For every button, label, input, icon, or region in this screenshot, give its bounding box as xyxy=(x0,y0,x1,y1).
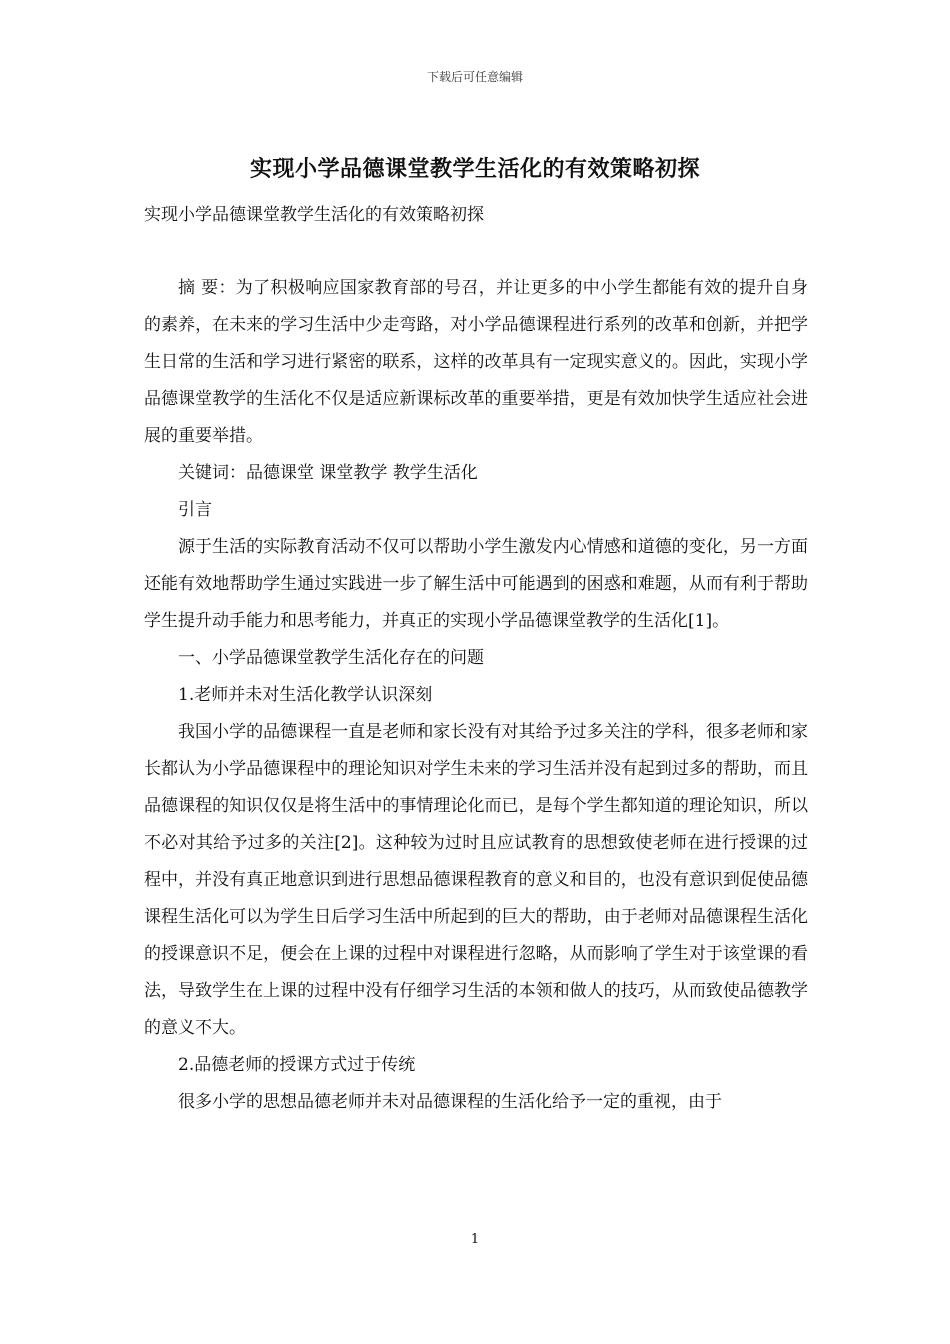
document-title: 实现小学品德课堂教学生活化的有效策略初探 xyxy=(249,156,700,182)
abstract-paragraph: 摘 要：为了积极响应国家教育部的号召，并让更多的中小学生都能有效的提升自身的素养，在未来的学习生活中少走弯路，对小学品德课程进行系列的改革和创新，并把学生日常的生活和学习进行紧密的联系，这样的改革具有一定现实意义的。因此，实现小学品德课堂教学的生活化不仅是适应新课标改革的重要举措，更是有效加快学生适应社会进展的重要举措。 xyxy=(144,278,808,446)
section-heading-problems: 一、小学品德课堂教学生活化存在的问题 xyxy=(178,648,484,668)
header-note: 下载后可任意编辑 xyxy=(426,70,523,84)
body-paragraph: 很多小学的思想品德老师并未对品德课程的生活化给予一定的重视，由于 xyxy=(178,1092,722,1112)
document-body xyxy=(144,270,808,1121)
section-heading-introduction: 引言 xyxy=(178,500,212,520)
introduction-paragraph: 源于生活的实际教育活动不仅可以帮助小学生激发内心情感和道德的变化，另一方面还能有效地帮助学生通过实践进一步了解生活中可能遇到的困惑和难题，从而有利于帮助学生提升动手能力和思考能力，并真正的实现小学品德课堂教学的生活化[1]。 xyxy=(144,537,808,631)
page-number: 1 xyxy=(470,1232,480,1247)
document-subtitle: 实现小学品德课堂教学生活化的有效策略初探 xyxy=(144,205,484,225)
subsection-heading-2: 2.品德老师的授课方式过于传统 xyxy=(178,1055,416,1075)
subsection-heading-1: 1.老师并未对生活化教学认识深刻 xyxy=(178,685,433,705)
keywords-line: 关键词：品德课堂 课堂教学 教学生活化 xyxy=(178,463,478,483)
body-paragraph: 我国小学的品德课程一直是老师和家长没有对其给予过多关注的学科，很多老师和家长都认为小学品德课程中的理论知识对学生未来的学习生活并没有起到过多的帮助，而且品德课程的知识仅仅是将生活中的事情理论化而已，是每个学生都知道的理论知识，所以不必对其给予过多的关注[2]。这种较为过时且应试教育的思想致使老师在进行授课的过程中，并没有真正地意识到进行思想品德课程教育的意义和目的，也没有意识到促使品德课程生活化可以为学生日后学习生活中所起到的巨大的帮助，由于老师对品德课程生活化的授课意识不足，便会在上课的过程中对课程进行忽略，从而影响了学生对于该堂课的看法，导致学生在上课的过程中没有仔细学习生活的本领和做人的技巧，从而致使品德教学的意义不大。 xyxy=(144,722,808,1038)
